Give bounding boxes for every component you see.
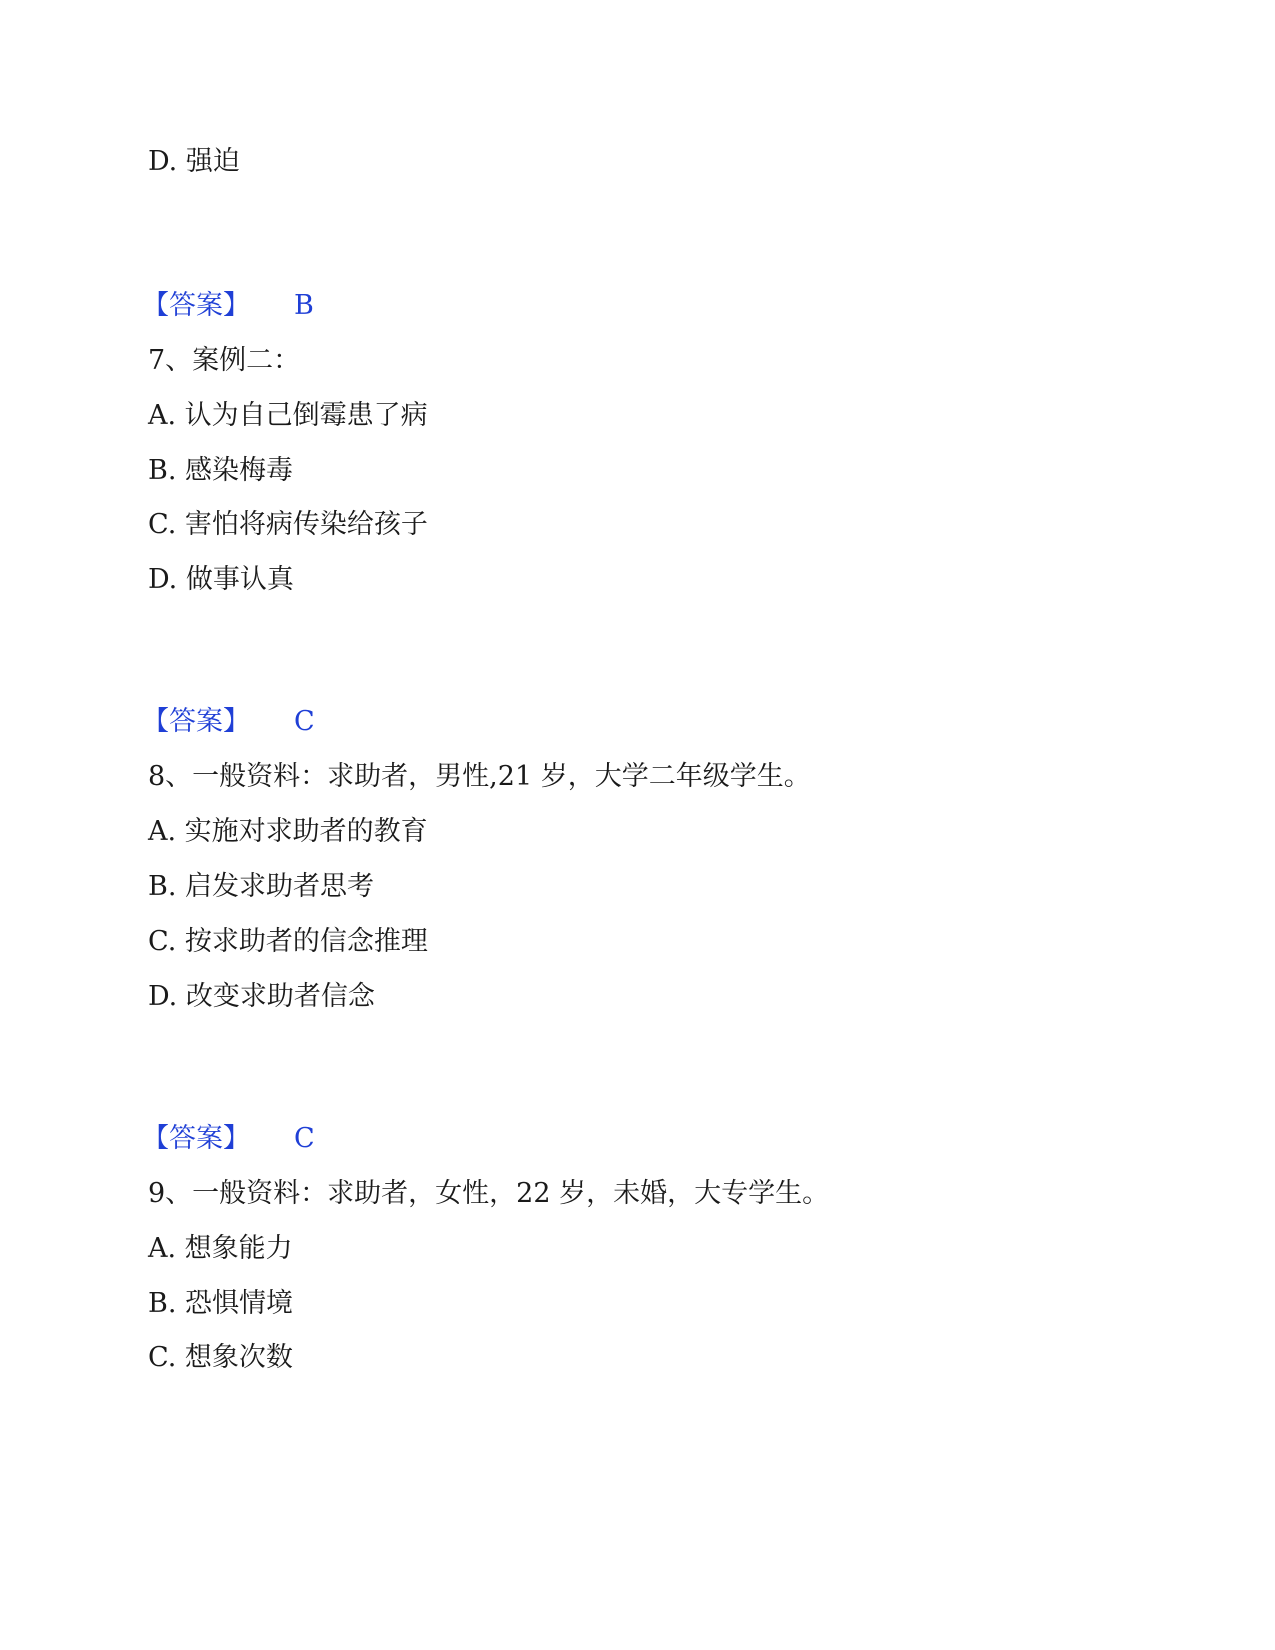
question-8-stem: 8、一般资料：求助者，男性,21 岁，大学二年级学生。 <box>148 761 811 792</box>
option-b: B. 感染梅毒 <box>148 455 294 486</box>
answer-value: C <box>294 706 315 737</box>
option-c: C. 害怕将病传染给孩子 <box>148 509 428 540</box>
answer-line-q6 <box>142 288 314 324</box>
option-b: B. 恐惧情境 <box>148 1288 294 1319</box>
option-a: A. 认为自己倒霉患了病 <box>148 400 428 431</box>
option-a: A. 想象能力 <box>148 1233 293 1264</box>
answer-label: 【答案】 <box>142 706 250 737</box>
answer-label: 【答案】 <box>142 1123 250 1154</box>
option-a: A. 实施对求助者的教育 <box>148 816 428 847</box>
option-c: C. 想象次数 <box>148 1342 293 1373</box>
answer-value: C <box>294 1123 315 1154</box>
answer-line-q7 <box>142 704 315 740</box>
option-b: B. 启发求助者思考 <box>148 871 375 902</box>
question-7-stem: 7、案例二： <box>148 345 301 376</box>
option-d: D. 强迫 <box>148 146 240 177</box>
question-9-stem: 9、一般资料：求助者，女性，22 岁，未婚，大专学生。 <box>148 1178 830 1209</box>
option-d: D. 做事认真 <box>148 564 294 595</box>
option-d: D. 改变求助者信念 <box>148 981 375 1012</box>
option-c: C. 按求助者的信念推理 <box>148 926 428 957</box>
answer-label: 【答案】 <box>142 290 250 321</box>
answer-line-q8 <box>142 1121 315 1157</box>
answer-value: B <box>294 290 314 321</box>
